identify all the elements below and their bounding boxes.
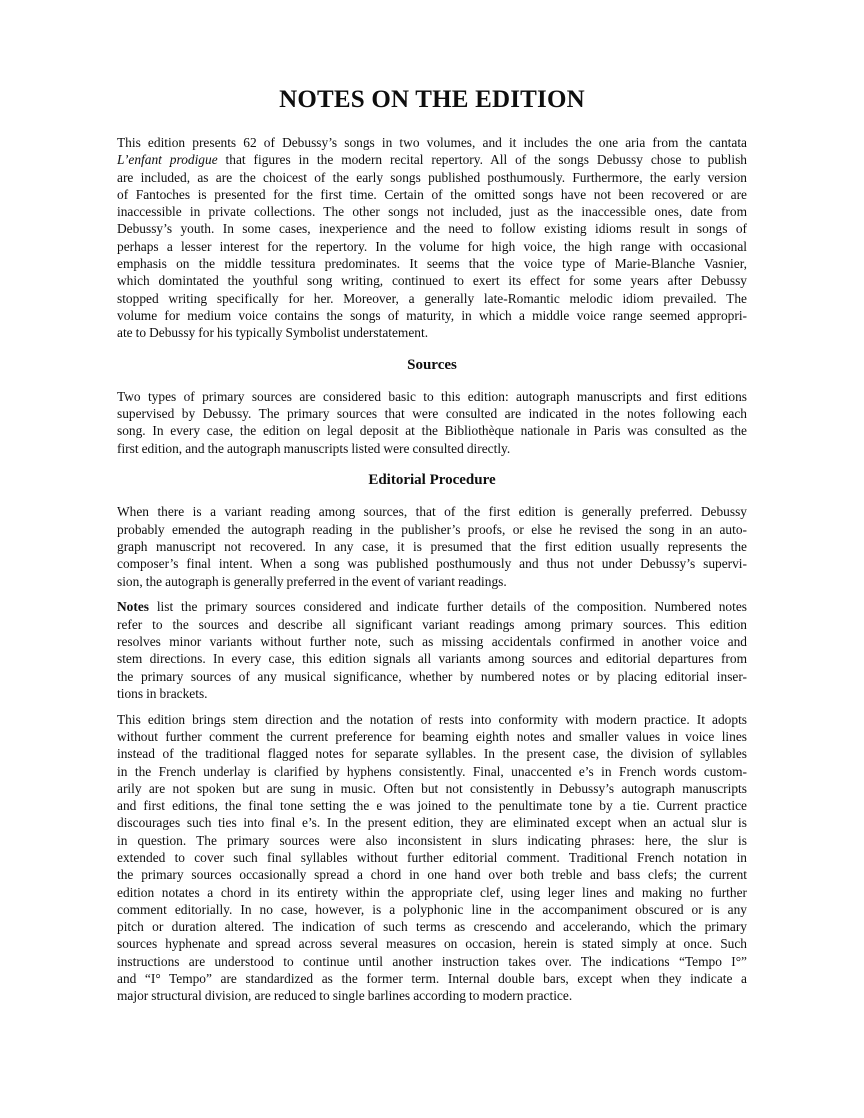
notes-paragraph-line: the primary sources of any musical significance, whether by numbered notes or by placing editorial inser- xyxy=(117,668,747,684)
intro-paragraph-line: are included, as are the choicest of the early songs published posthumously. Furthermore, the early version xyxy=(117,169,747,185)
notes-paragraph-line: tions in brackets. xyxy=(117,685,208,701)
modern-practice-paragraph-line: This edition brings stem direction and the notation of rests into conformity with modern practice. It adopts xyxy=(117,711,747,727)
modern-practice-paragraph-line: discourages such ties into final e’s. In the present edition, they are eliminated except when an actual slur is xyxy=(117,815,747,831)
sources-paragraph-line: first edition, and the autograph manuscripts listed were consulted directly. xyxy=(117,440,511,456)
modern-practice-paragraph-line: major structural division, are reduced to single barlines according to modern practice. xyxy=(117,988,573,1004)
page-title: NOTES ON THE EDITION xyxy=(279,86,585,113)
variant-reading-paragraph xyxy=(117,503,747,589)
variant-reading-paragraph-line: probably emended the autograph reading in the publisher’s proofs, or else he revised the song in an auto- xyxy=(117,521,747,537)
variant-reading-paragraph-line: graph manuscript not recovered. In any case, it is presumed that the first edition usually represents the xyxy=(117,538,747,554)
text-segment: list the primary sources considered and indicate further details of the composition. Numbered notes xyxy=(148,599,747,615)
modern-practice-paragraph-line: in the French underlay is clarified by hyphens consistently. Final, unaccented e’s in French words custom- xyxy=(117,763,747,779)
variant-reading-paragraph-line: When there is a variant reading among sources, that of the first edition is generally preferred. Debussy xyxy=(117,504,747,520)
modern-practice-paragraph-line: instructions are understood to continue until another instruction takes over. The indications “Tempo I°” xyxy=(117,953,747,969)
italic-text: L’enfant prodigue xyxy=(117,152,218,168)
intro-paragraph-line: of Fantoches is presented for the first time. Certain of the omitted songs have not been recovered or are xyxy=(117,186,747,202)
modern-practice-paragraph xyxy=(117,711,747,1005)
intro-paragraph-line: which domintated the youthful song writing, continued to exert its effect for some years after Debussy xyxy=(117,273,747,289)
intro-paragraph-line: inaccessible in private collections. The other songs not included, just as the inaccessible ones, date from xyxy=(117,204,747,220)
notes-paragraph xyxy=(117,598,747,702)
intro-paragraph-line: Debussy’s youth. In some cases, inexperience and the need to follow existing idioms result in songs of xyxy=(117,221,747,237)
modern-practice-paragraph-line: without further comment the current preference for beaming eighth notes and smaller values in voice lines xyxy=(117,728,747,744)
sources-paragraph-line: supervised by Debussy. The primary sources that were consulted are indicated in the notes following each xyxy=(117,406,747,422)
notes-paragraph-line: refer to the sources and describe all significant variant readings among primary sources. This edition xyxy=(117,616,747,632)
sources-paragraph-line: Two types of primary sources are considered basic to this edition: autograph manuscripts and first editions xyxy=(117,388,747,404)
intro-paragraph-line: stopped writing specifically for her. Moreover, a generally late-Romantic melodic idiom prevailed. The xyxy=(117,290,747,306)
variant-reading-paragraph-line: sion, the autograph is generally preferred in the event of variant readings. xyxy=(117,573,507,589)
variant-reading-paragraph-line: composer’s final intent. When a song was published posthumously and thus not under Debussy’s supervi- xyxy=(117,556,747,572)
editorial-procedure-heading: Editorial Procedure xyxy=(368,472,496,489)
intro-paragraph xyxy=(117,134,747,342)
sources-heading: Sources xyxy=(407,356,457,373)
notes-paragraph-line: stem directions. In every case, this edition signals all variants among sources and editorial departures from xyxy=(117,651,747,667)
modern-practice-paragraph-line: and first editions, the final tone setting the e was joined to the penultimate tone by a tie. Current practice xyxy=(117,798,747,814)
modern-practice-paragraph-line: instead of the traditional flagged notes for separate syllables. In the present case, the division of syllables xyxy=(117,746,747,762)
bold-lead-word: Notes xyxy=(117,599,149,615)
modern-practice-paragraph-line: comment editorially. In no case, however, is a polyphonic line in the accompaniment obscured or is any xyxy=(117,901,747,917)
modern-practice-paragraph-line: arily are not spoken but are sung in music. Often but not consistently in Debussy’s autograph manuscripts xyxy=(117,780,747,796)
modern-practice-paragraph-line: edition notates a chord in its entirety within the appropriate clef, using leger lines and making no further xyxy=(117,884,747,900)
intro-paragraph-line: This edition presents 62 of Debussy’s songs in two volumes, and it includes the one aria from the cantata xyxy=(117,135,747,150)
notes-paragraph-line: resolves minor variants without further note, such as missing accidentals confirmed in another voice and xyxy=(117,633,747,649)
modern-practice-paragraph-line: the primary sources occasionally spread a chord in one hand over both treble and bass clefs; the current xyxy=(117,867,747,883)
text-segment: that figures in the modern recital repertory. All of the songs Debussy chose to publish xyxy=(217,152,747,168)
intro-paragraph-line xyxy=(117,151,747,168)
intro-paragraph-line: perhaps a lesser interest for the repertory. In the volume for high voice, the high range with occasional xyxy=(117,238,747,254)
modern-practice-paragraph-line: sources hyphenate and spread across several measures on occasion, herein is stated simply at once. Such xyxy=(117,936,747,952)
notes-paragraph-line xyxy=(117,598,747,615)
modern-practice-paragraph-line: pitch or duration altered. The indication of such terms as crescendo and accelerando, which the primary xyxy=(117,919,747,935)
document-body xyxy=(117,134,747,1005)
sources-paragraph-line: song. In every case, the edition on legal deposit at the Bibliothèque nationale in Paris was consulted as the xyxy=(117,423,747,439)
intro-paragraph-line: volume for medium voice contains the songs of maturity, in which a middle voice range seemed appropri- xyxy=(117,307,747,323)
intro-paragraph-line: ate to Debussy for his typically Symbolist understatement. xyxy=(117,325,429,341)
sources-paragraph xyxy=(117,388,747,457)
text-block xyxy=(117,0,747,1005)
intro-paragraph-line: emphasis on the middle tessitura predominates. It seems that the voice type of Marie-Blanche Vasnier, xyxy=(117,256,747,272)
modern-practice-paragraph-line: and “I° Tempo” are standardized as the former term. Internal double bars, except when they indicate a xyxy=(117,971,747,987)
modern-practice-paragraph-line: extended to cover such final syllables without further editorial comment. Traditional French notation in xyxy=(117,849,747,865)
modern-practice-paragraph-line: in question. The primary sources were also inconsistent in slurs indicating phrases: here, the slur is xyxy=(117,832,747,848)
